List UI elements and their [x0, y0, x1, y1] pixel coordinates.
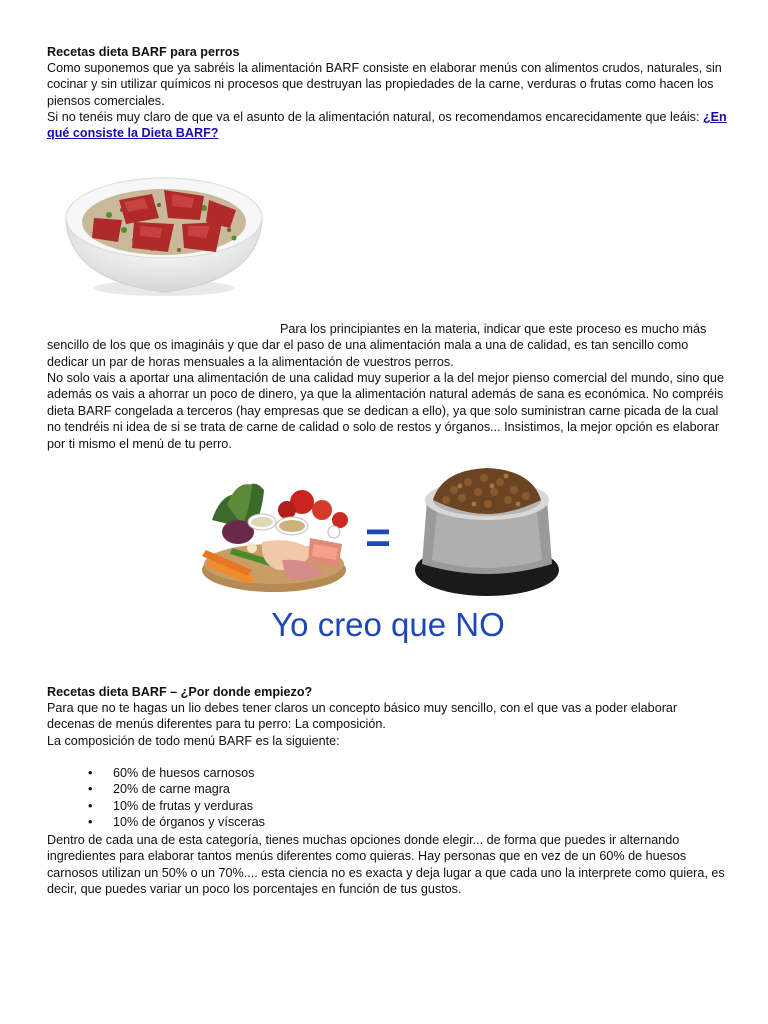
recommend-paragraph [47, 109, 727, 142]
list-item [88, 798, 265, 814]
bullet-icon: • [88, 782, 93, 797]
raw-food-bowl-image [64, 160, 264, 300]
list-item-text: 60% de huesos carnosos [113, 766, 255, 780]
dentro-paragraph: Dentro de cada una de esta categoría, tienes muchas opciones donde elegir... de forma que puedes ir alternando ingredientes para elaborar tantos menús diferentes como quieras. Hay personas que en vez de un 60% de huesos carnosos utilizan un 50% o un 70%.... esta ciencia no es exacta y deja lugar a que cada uno la interprete como quiera, es decir, que puedes variar un poco los porcentajes en función de tus gustos. [47, 833, 725, 897]
bullet-icon: • [88, 766, 93, 780]
composicion-intro-paragraph: Para que no te hagas un lio debes tener claros un concepto básico muy sencillo, con el que vas a poder elaborar decenas de menús diferentes para tu perro: La composición. [47, 701, 678, 732]
list-item-text: 10% de frutas y verduras [113, 798, 254, 813]
principiantes-paragraph: Para los principiantes en la materia, indicar que este proceso es mucho más sencillo de los que os imagináis y que dar el paso de una alimentación mala a una de calidad, es tan sencillo como dedicar un par de horas mensuales a la alimentación de vuestros perros. [47, 322, 707, 369]
bullet-icon: • [88, 798, 93, 813]
list-item-text: 10% de órganos y vísceras [113, 815, 265, 830]
list-item [88, 765, 265, 781]
intro-paragraph: Como suponemos que ya sabréis la alimentación BARF consiste en elaborar menús con alimentos crudos, naturales, sin cocinar y sin utilizar químicos ni procesos que destruyan las propiedades de la carne, verduras o frutas como hacen los piensos comerciales. [47, 61, 722, 108]
equals-sign: = [365, 513, 391, 562]
recommend-text: Si no tenéis muy claro de que va el asunto de la alimentación natural, os recomendamos encarecidamente que leáis: [47, 110, 703, 124]
section-heading-recetas: Recetas dieta BARF para perros [47, 45, 240, 59]
bullet-icon: • [88, 815, 93, 830]
list-item [88, 781, 265, 797]
composicion-paragraph: La composición de todo menú BARF es la siguiente: [47, 734, 340, 748]
list-item [88, 814, 265, 830]
composition-list [88, 765, 265, 831]
raw-food-platter-icon [202, 484, 348, 592]
list-item-text: 20% de carne magra [113, 782, 230, 797]
section-heading-por-donde: Recetas dieta BARF – ¿Por donde empiezo? [47, 685, 313, 699]
barf-vs-kibble-image [192, 460, 572, 660]
yo-creo-que-no-caption: Yo creo que NO [271, 606, 505, 643]
no-solo-paragraph: No solo vais a aportar una alimentación de una calidad muy superior a la del mejor pienso comercial del mundo, sino que además os vais a ahorrar un poco de dinero, ya que la alimentación natural además de sana es económica. No compréis dieta BARF congelada a terceros (hay empresas que se dedican a ello), ya que solo suministran carne picada de la cual no tendréis ni idea de si se trata de carne de calidad o solo de restos y órganos... Insistimos, la mejor opción es elaborar por ti mismo el menú de tu perro. [47, 371, 724, 451]
kibble-bowl-icon [415, 468, 559, 596]
dieta-barf-link[interactable]: ¿En qué consiste la Dieta BARF? [47, 110, 727, 141]
